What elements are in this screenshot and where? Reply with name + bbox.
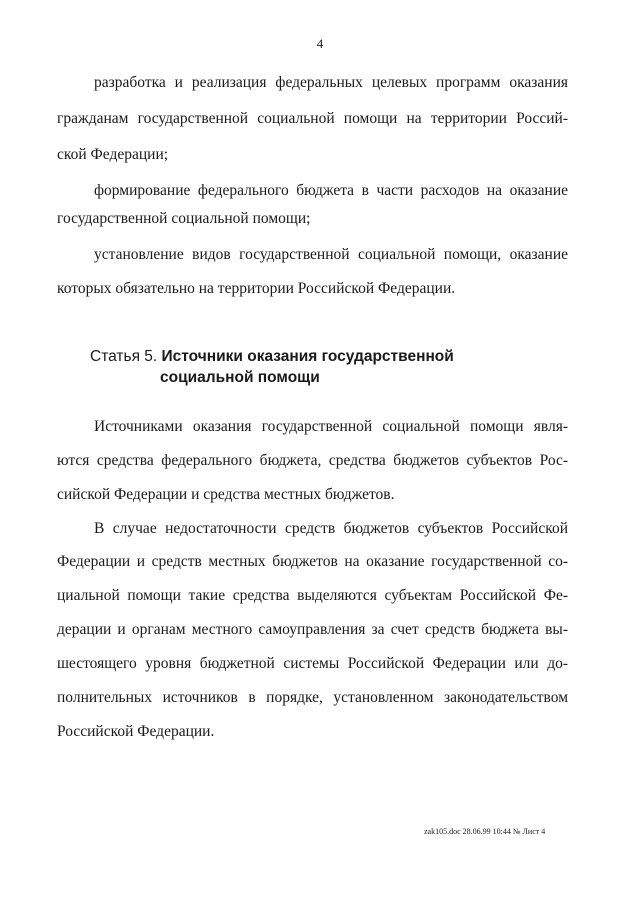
text-line: полнительных источников в порядке, установленном законодательством xyxy=(57,689,568,706)
document-footer: zak105.doc 28.06.99 10:44 № Лист 4 xyxy=(424,827,546,836)
text-line: шестоящего уровня бюджетной системы Российской Федерации или до- xyxy=(57,655,568,672)
article-heading xyxy=(90,346,454,388)
text-line: ются средства федерального бюджета, средства бюджетов субъектов Рос- xyxy=(57,452,568,469)
article-title-line1: Источники оказания государственной xyxy=(161,348,454,365)
text-line: циальной помощи такие средства выделяются субъектам Российской Фе- xyxy=(57,587,568,604)
text-line: Российской Федерации. xyxy=(57,723,215,740)
text-line: сийской Федерации и средства местных бюджетов. xyxy=(57,486,395,503)
article-number: Статья 5. xyxy=(90,348,158,365)
text-line: дерации и органам местного самоуправления за счет средств бюджета вы- xyxy=(57,621,568,638)
text-line: государственной социальной помощи; xyxy=(57,210,311,227)
text-line: которых обязательно на территории Российской Федерации. xyxy=(57,280,456,297)
text-line: установление видов государственной социальной помощи, оказание xyxy=(94,246,568,263)
text-line: Источниками оказания государственной социальной помощи явля- xyxy=(94,418,568,435)
text-line: разработка и реализация федеральных целевых программ оказания xyxy=(94,74,568,91)
text-line: гражданам государственной социальной помощи на территории Россий- xyxy=(57,110,568,127)
text-line: В случае недостаточности средств бюджетов субъектов Российской xyxy=(94,520,568,537)
text-line: ской Федерации; xyxy=(57,146,169,163)
text-line: формирование федерального бюджета в части расходов на оказание xyxy=(94,182,568,199)
article-title-line2: социальной помощи xyxy=(160,369,320,386)
text-line: Федерации и средств местных бюджетов на оказание государственной со- xyxy=(57,553,568,570)
page-number: 4 xyxy=(316,36,324,51)
